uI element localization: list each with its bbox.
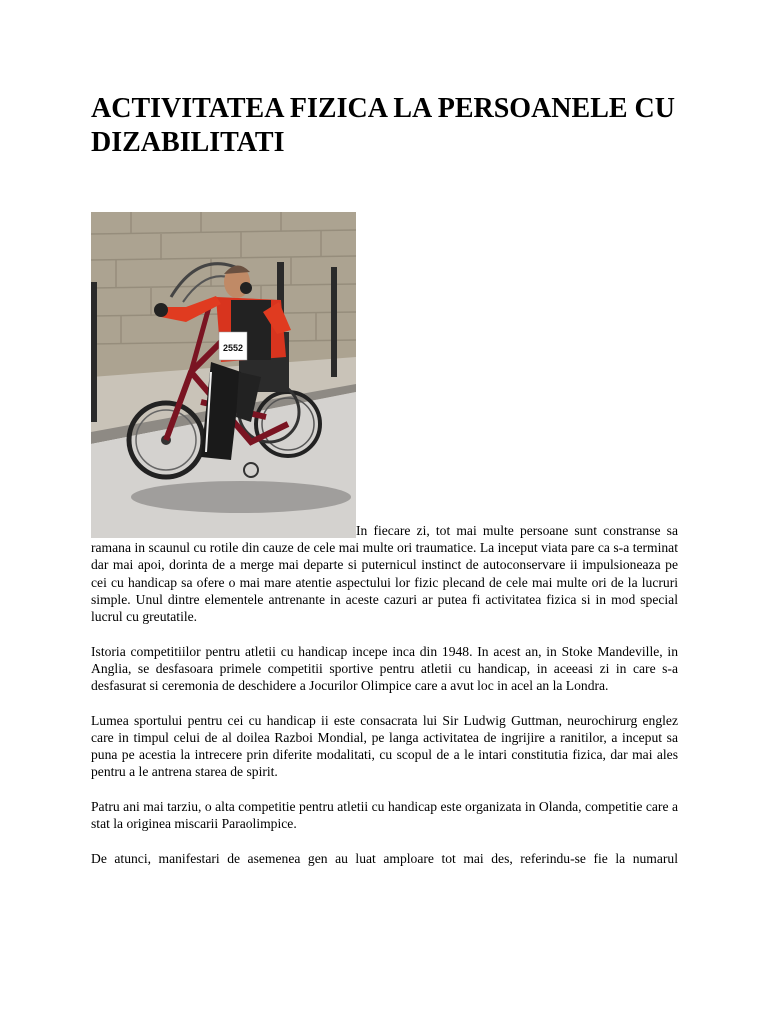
paragraph-5: De atunci, manifestari de asemenea gen au luat amploare tot mai des, referindu-se fie la numarul bbox=[91, 851, 678, 867]
article-body bbox=[91, 522, 678, 867]
bib-number: 2552 bbox=[222, 343, 244, 353]
paragraph-4: Patru ani mai tarziu, o alta competitie pentru atletii cu handicap este organizata in Olanda, competitie care a stat la originea miscarii Paraolimpice. bbox=[91, 799, 678, 832]
paragraph-2: Istoria competitiilor pentru atletii cu handicap incepe inca din 1948. In acest an, in Stoke Mandeville, in Anglia, se desfasoara primele competitii sportive pentru atletii cu handicap, in aceeasi zi in care s-a desfasurat si ceremonia de deschidere a Jocurilor Olimpice care a avut loc in acel an la Londra. bbox=[91, 643, 678, 694]
document-title: ACTIVITATEA FIZICA LA PERSOANELE CU DIZABILITATI bbox=[91, 93, 675, 158]
handcycle-athlete-photo bbox=[91, 212, 356, 538]
paragraph-1: In fiecare zi, tot mai multe persoane sunt constranse sa ramana in scaunul cu rotile din cauze de cele mai multe ori traumatice. La inceput viata pare ca s-a terminat dar mai apoi, dorinta de a merge mai departe si puternicul instinct de autoconservare ii impulsioneaza pe cei cu handicap sa ofere o mai mare atentie aspectului lor fizic plecand de cele mai multe ori de la lucruri simple. Unul dintre elementele antrenante in aceste cazuri ar putea fi activitatea fizica si in mod special lucrul cu greutatile. bbox=[91, 523, 678, 625]
paragraph-3: Lumea sportului pentru cei cu handicap ii este consacrata lui Sir Ludwig Guttman, neurochirurg englez care in timpul celui de al doilea Razboi Mondial, pe langa activitatea de ingrijire a ranitilor, a inceput sa puna pe acestia la intrecere prin diferite modalitati, cu scopul de a le intari constitutia fizica, dar mai ales pentru a le antrena starea de spirit. bbox=[91, 712, 678, 780]
